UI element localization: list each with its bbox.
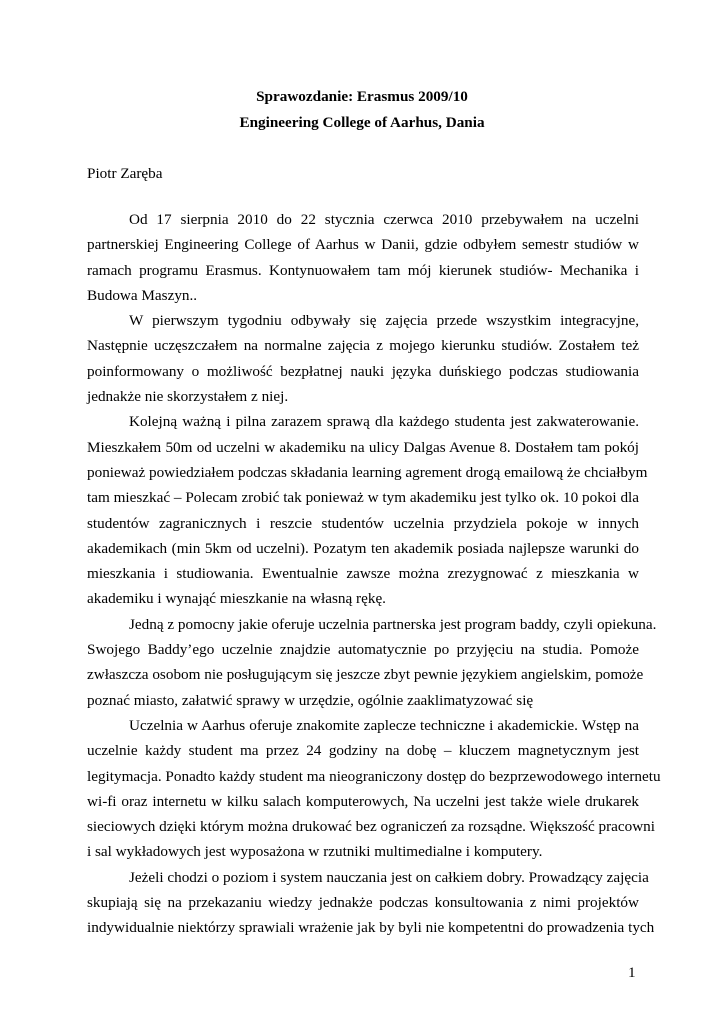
text-line: Uczelnia w Aarhus oferuje znakomite zaplecze techniczne i akademickie. Wstęp na [129,716,639,734]
text-line: Budowa Maszyn.. [87,286,198,304]
text-line: Jedną z pomocny jakie oferuje uczelnia partnerska jest program baddy, czyli opiekuna. [129,615,657,633]
text-line: ponieważ powiedziałem podczas składania learning agrement drogą emailową że chciałbym [87,463,648,481]
report-body [87,207,661,941]
text-line: skupiają się na przekazaniu wiedzy jednakże podczas konsultowania z nimi projektów [87,894,639,912]
text-line: ramach programu Erasmus. Kontynuowałem tam mój kierunek studiów- Mechanika i [87,261,639,279]
text-line: Następnie uczęszczałem na normalne zajęcia z mojego kierunku studiów. Zostałem też [87,337,639,355]
text-line: W pierwszym tygodniu odbywały się zajęcia przede wszystkim integracyjne, [129,312,639,330]
text-line: Kolejną ważną i pilna zarazem sprawą dla każdego studenta jest zakwaterowanie. [129,413,639,431]
text-line: partnerskiej Engineering College of Aarhus w Danii, gdzie odbyłem semestr studiów w [87,236,639,254]
text-line: mieszkania i studiowania. Ewentualnie zawsze można zrezygnować z mieszkania w [87,565,639,583]
text-line: poznać miasto, załatwić sprawy w urzędzie, ogólnie zaaklimatyzować się [87,691,534,709]
text-line: zwłaszcza osobom nie posługującym się jeszcze zbyt pewnie językiem angielskim, pomoże [87,666,644,684]
document-subtitle: Engineering College of Aarhus, Dania [239,114,485,131]
text-line: poinformowany o możliwość bezpłatnej nauki języka duńskiego podczas studiowania [87,362,639,380]
text-line: i sal wykładowych jest wyposażona w rzutniki multimedialne i komputery. [87,843,543,861]
author-name: Piotr Zaręba [87,165,163,182]
text-line: Swojego Baddy’ego uczelnie znajdzie automatycznie po przyjęciu na studia. Pomoże [87,641,639,659]
document-title: Sprawozdanie: Erasmus 2009/10 [256,88,468,105]
text-line: wi-fi oraz internetu w kilku salach komputerowych, Na uczelni jest także wiele drukarek [87,792,639,810]
text-line: sieciowych dzięki którym można drukować bez ograniczeń za rozsądne. Większość pracowni [87,818,655,836]
text-line: tam mieszkać – Polecam zrobić tak ponieważ w tym akademiku jest tylko ok. 10 pokoi dla [87,489,639,507]
text-line: indywidualnie niektórzy sprawiali wrażenie jak by byli nie kompetentni do prowadzenia tych [87,919,655,937]
text-line: jednakże nie skorzystałem z niej. [87,388,289,406]
text-line: Jeżeli chodzi o poziom i system nauczania jest on całkiem dobry. Prowadzący zajęcia [129,868,649,886]
text-line: akademikach (min 5km od uczelni). Pozatym ten akademik posiada najlepsze warunki do [87,539,639,557]
text-line: Mieszkałem 50m od uczelni w akademiku na ulicy Dalgas Avenue 8. Dostałem tam pokój [87,438,639,456]
page-number: 1 [628,964,636,981]
text-line: Od 17 sierpnia 2010 do 22 stycznia czerwca 2010 przebywałem na uczelni [129,211,639,228]
text-line: uczelnie każdy student ma przez 24 godziny na dobę – kluczem magnetycznym jest [87,742,639,760]
text-line: legitymacja. Ponadto każdy student ma nieograniczony dostęp do bezprzewodowego internetu [87,767,661,785]
text-line: studentów zagranicznych i reszcie studentów uczelnia przydziela pokoje w innych [87,514,639,532]
text-line: akademiku i wynająć mieszkanie na własną rękę. [87,590,386,608]
